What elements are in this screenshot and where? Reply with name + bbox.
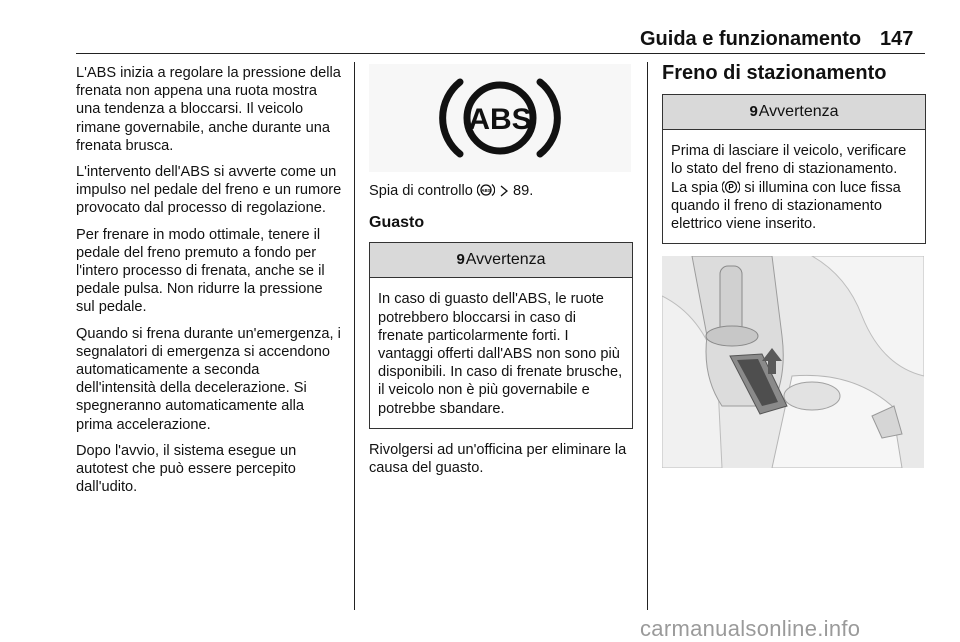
- warning-box: [369, 242, 633, 428]
- warning-text: [663, 130, 925, 243]
- section-title: Freno di stazionamento: [662, 62, 887, 84]
- figure-caption: [369, 182, 633, 200]
- paragraph: Dopo l'avvio, il sistema esegue un autotest che può essere percepito dall'udito.: [76, 442, 297, 496]
- warning-text: In caso di guasto dell'ABS, le ruote potrebbero bloccarsi in caso di frenate particolarmente forti. I vantaggi offerti dall'ABS non sono più disponibili. In caso di frenate brusche, il veicolo non è più governabile e potrebbe sbandare.: [378, 291, 623, 417]
- parking-brake-photo: [662, 256, 924, 468]
- warning-text-part: Prima di lasciare il veicolo, verificare lo stato del freno di stazionamento. La spia: [671, 143, 907, 196]
- paragraph: Per frenare in modo ottimale, tenere il pedale del freno premuto a fondo per l'intero processo di frenata, anche se il pedale pulsa. Non ridurre la pressione sul pedale.: [76, 226, 325, 316]
- abs-light-icon: [430, 68, 570, 168]
- abs-small-icon: [477, 182, 495, 198]
- warning-header: [663, 95, 925, 130]
- column-divider: [354, 62, 355, 610]
- abs-small-label: ABS: [481, 188, 491, 193]
- page-number: 147: [880, 28, 914, 50]
- warning-title: Avvertenza: [465, 251, 546, 269]
- column-divider: [647, 62, 648, 610]
- page-ref-arrow-icon: [499, 184, 509, 198]
- parking-brake-letter: P: [728, 182, 734, 192]
- header-title: Guida e funzionamento: [640, 28, 862, 50]
- abs-warning-light-figure: [369, 64, 631, 172]
- paragraph: Rivolgersi ad un'officina per eliminare la causa del guasto.: [369, 441, 627, 477]
- caption-text: Spia di controllo: [369, 183, 473, 199]
- warning-title: Avvertenza: [758, 103, 839, 121]
- watermark: carmanualsonline.info: [640, 616, 861, 641]
- column-1: [76, 64, 342, 504]
- page-reference: 89.: [513, 183, 534, 199]
- abs-light-label: ABS: [468, 103, 532, 136]
- warning-header: [370, 243, 632, 278]
- column-3: [662, 64, 926, 468]
- parking-brake-illustration: [662, 256, 924, 468]
- column-2: [369, 64, 633, 485]
- warning-triangle-icon: 9: [749, 103, 758, 121]
- parking-brake-icon: [722, 179, 740, 195]
- header-rule: [76, 53, 925, 54]
- paragraph: Quando si frena durante un'emergenza, i segnalatori di emergenza si accendono automaticamente a seconda dell'intensità della decelerazione. Si spegneranno automaticamente alla prima accelerazione.: [76, 325, 341, 433]
- warning-triangle-icon: 9: [456, 251, 465, 269]
- subheading-guasto: Guasto: [369, 214, 425, 232]
- warning-box: [662, 94, 926, 244]
- paragraph: L'intervento dell'ABS si avverte come un impulso nel pedale del freno e un rumore provocato dal processo di regolazione.: [76, 164, 342, 217]
- warning-text-part: si illumina con luce fissa quando il freno di stazionamento elettrico viene inserito.: [671, 179, 901, 233]
- paragraph: L'ABS inizia a regolare la pressione della frenata non appena una ruota mostra una tendenza a bloccarsi. Il veicolo rimane governabile, anche durante una frenata brusca.: [76, 65, 341, 154]
